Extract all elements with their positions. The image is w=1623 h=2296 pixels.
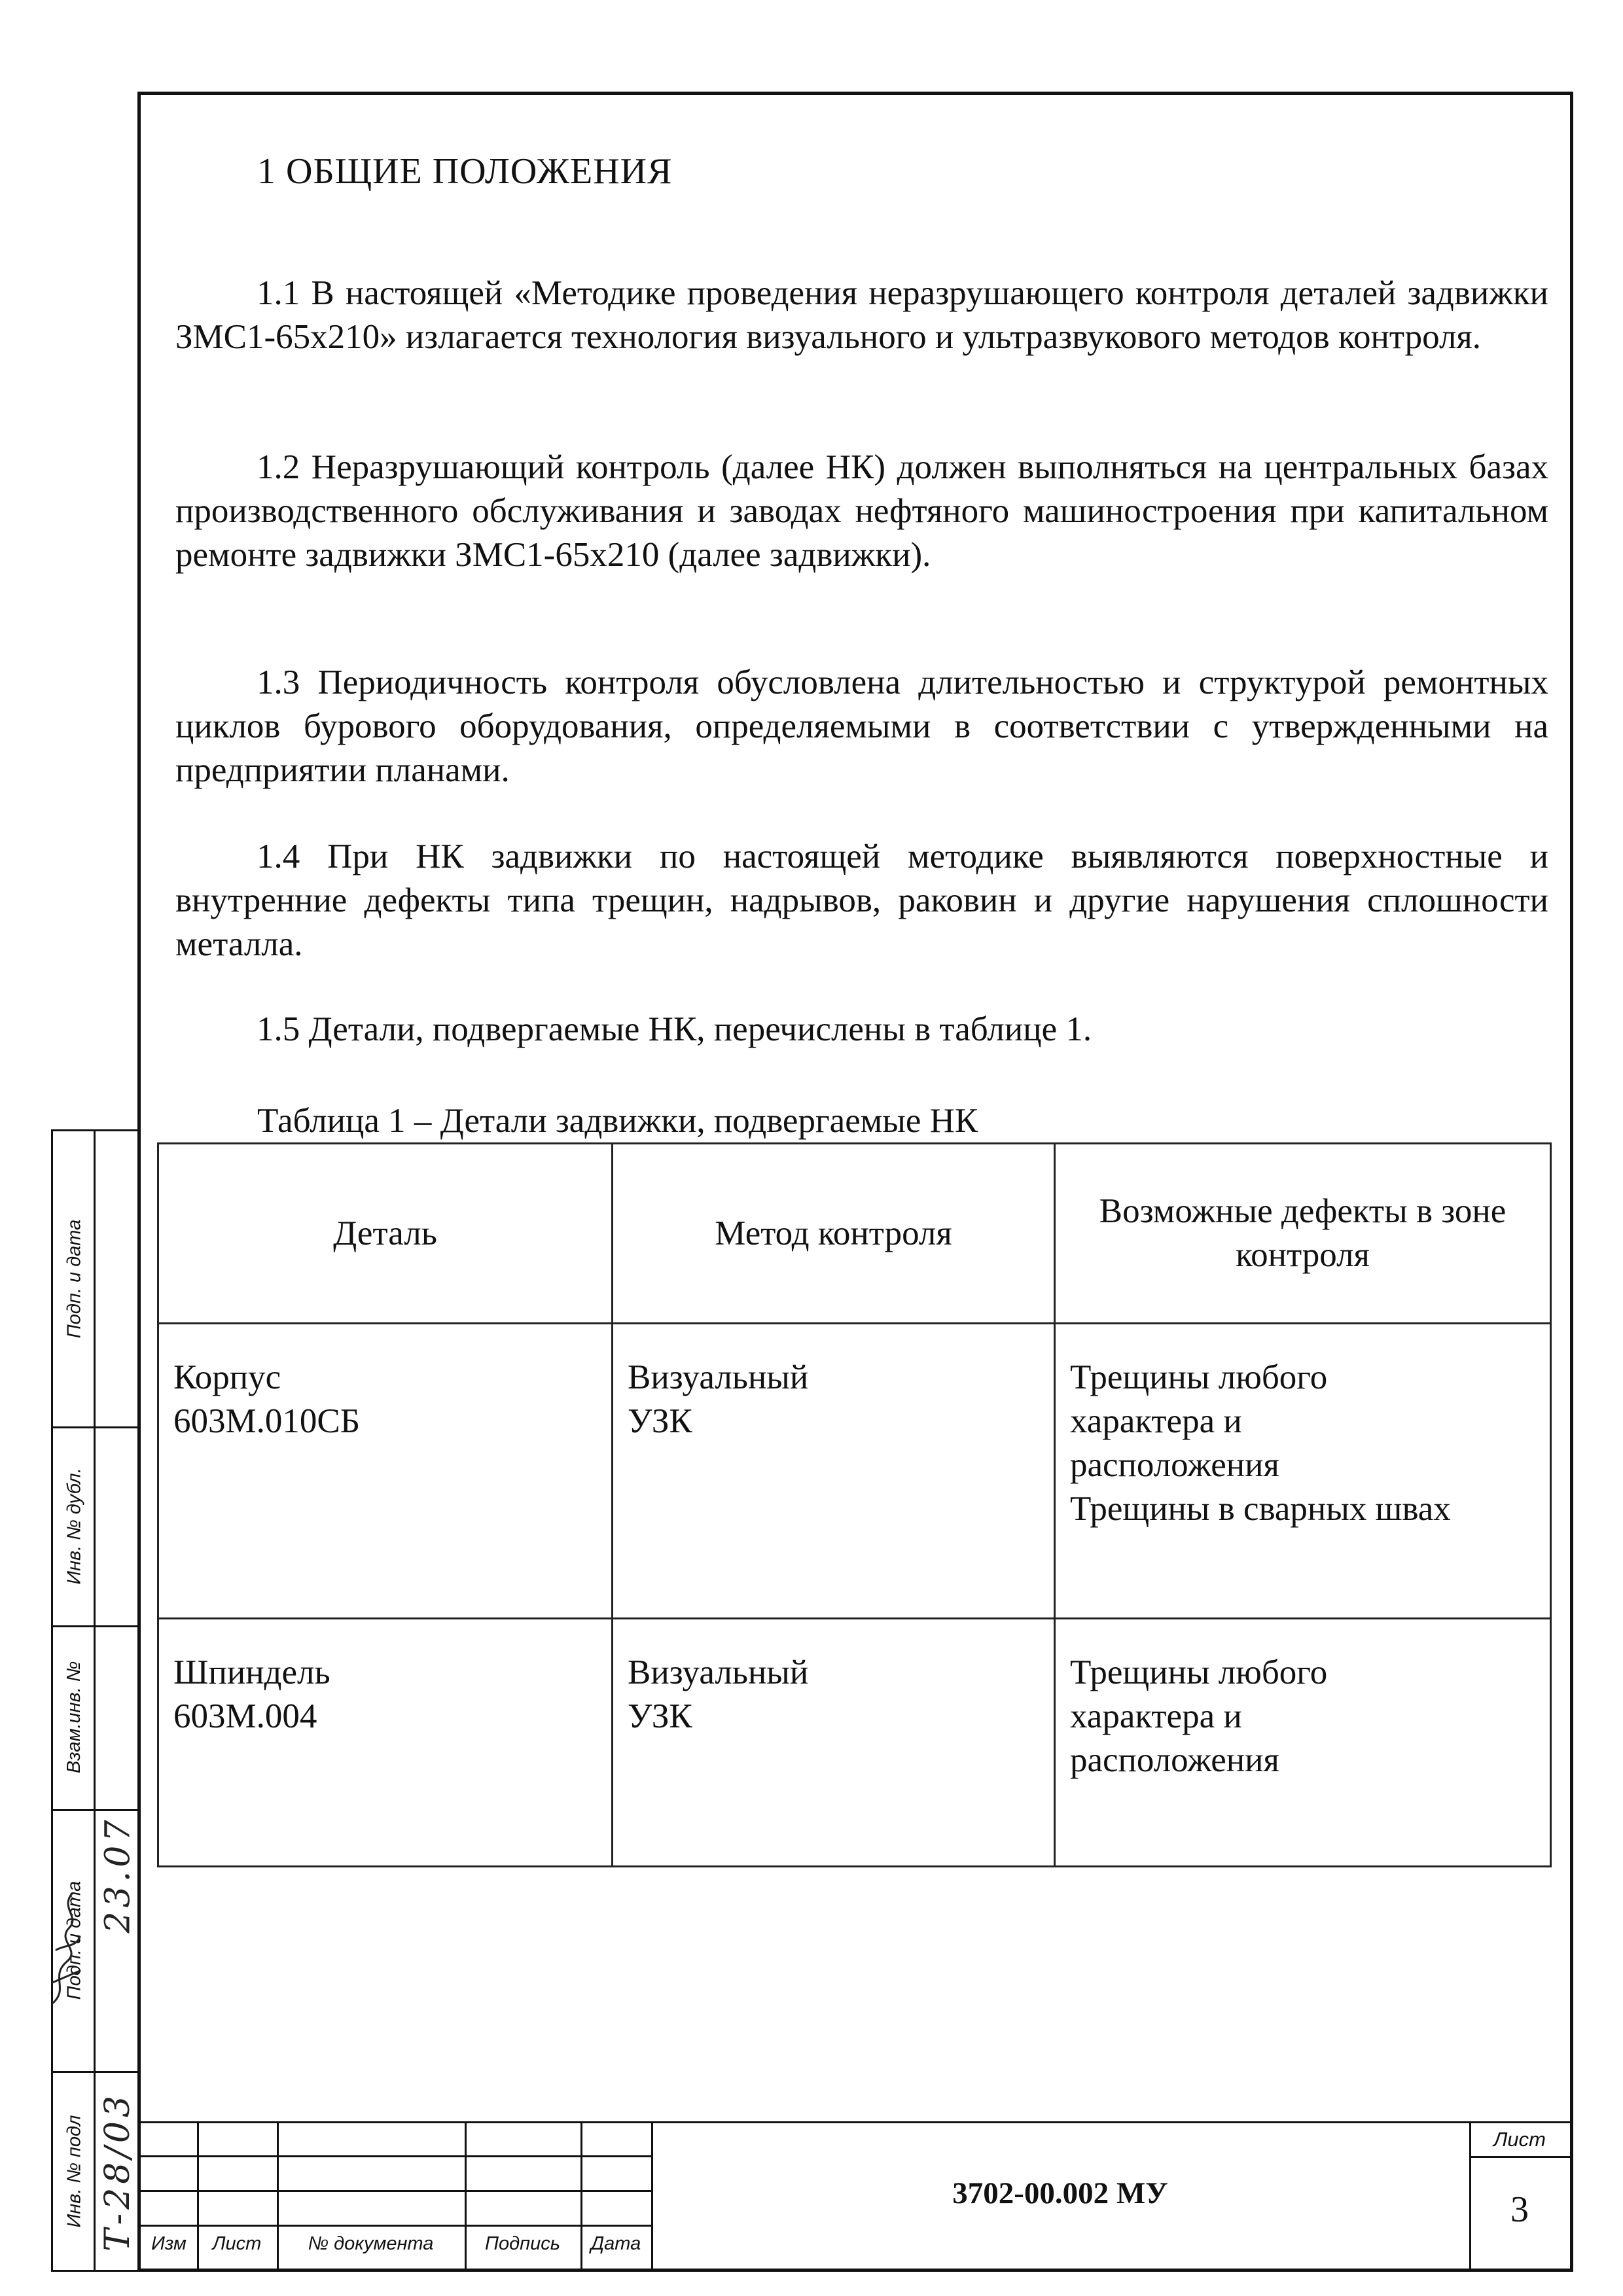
- method-line: Визуальный: [628, 1358, 809, 1396]
- header-method: Метод контроля: [613, 1144, 1055, 1324]
- cell-defects: [1055, 1324, 1551, 1619]
- handwritten-signature: [43, 1884, 88, 2009]
- title-label-document-number: № документа: [308, 2233, 434, 2254]
- section-heading: 1 ОБЩИЕ ПОЛОЖЕНИЯ: [257, 151, 673, 192]
- strip-divider: [94, 1131, 96, 2270]
- handwritten-inventory-number: Т-28/03: [98, 2091, 138, 2252]
- sheet-number: 3: [1510, 2189, 1529, 2230]
- title-label-signature: Подпись: [484, 2233, 560, 2254]
- table-caption: Таблица 1 – Детали задвижки, подвергаемые НК: [257, 1102, 978, 1140]
- handwritten-date: 23.07: [98, 1816, 137, 1934]
- cell-defects: [1055, 1619, 1551, 1867]
- strip-label-signature-date: Подп. и дата: [63, 1219, 85, 1339]
- title-block: [141, 2121, 1570, 2269]
- defects-line: расположения: [1070, 1741, 1279, 1779]
- paragraph-1-4: 1.4 При НК задвижки по настоящей методике выявляются поверхностные и внутренние дефекты типа трещин, надрывов, раковин и другие нарушения сплошности металла.: [175, 838, 1548, 963]
- details-table: [157, 1142, 1552, 1867]
- part-name: Корпус: [173, 1358, 281, 1396]
- document-code: 3702-00.002 МУ: [952, 2176, 1168, 2210]
- defects-line: расположения: [1070, 1446, 1279, 1484]
- paragraph-1-2: 1.2 Неразрушающий контроль (далее НК) должен выполняться на центральных базах производственного обслуживания и заводах нефтяного машиностроения при капитальном ремонте задвижки ЗМС1-65х210 (далее задвижки).: [175, 448, 1548, 574]
- binding-strip: [51, 1129, 141, 2272]
- strip-label-replacement-inventory: Взам.инв. №: [63, 1661, 85, 1774]
- paragraph-1-3: 1.3 Периодичность контроля обусловлена длительностью и структурой ремонтных циклов бурового оборудования, определяемыми в соответствии с утвержденными на предприятии планами.: [175, 663, 1548, 789]
- part-number: 603М.004: [173, 1697, 317, 1735]
- paragraph-1-5: 1.5 Детали, подвергаемые НК, перечислены в таблице 1.: [257, 1010, 1092, 1048]
- strip-label-original-signature-date: Подп. и дата: [63, 1881, 85, 2000]
- method-line: УЗК: [628, 1402, 692, 1440]
- title-label-revision: Изм: [151, 2233, 187, 2254]
- part-number: 603М.010СБ: [173, 1402, 361, 1440]
- defects-line: Трещины в сварных швах: [1070, 1490, 1451, 1528]
- cell-method: [613, 1619, 1055, 1867]
- table-header-row: [158, 1144, 1551, 1324]
- title-label-sheet: Лист: [212, 2233, 262, 2254]
- cell-part: [158, 1619, 613, 1867]
- sheet-label: Лист: [1493, 2128, 1546, 2151]
- header-part: Деталь: [158, 1144, 613, 1324]
- cell-part: [158, 1324, 613, 1619]
- defects-line: Трещины любого: [1070, 1358, 1328, 1396]
- paragraph-1-1: 1.1 В настоящей «Методике проведения неразрушающего контроля деталей задвижки ЗМС1-65х210» излагается технология визуального и ультразвукового методов контроля.: [175, 274, 1548, 356]
- part-name: Шпиндель: [173, 1653, 330, 1691]
- defects-line: характера и: [1070, 1697, 1242, 1735]
- defects-line: Трещины любого: [1070, 1653, 1328, 1691]
- method-line: УЗК: [628, 1697, 692, 1735]
- table-row: [158, 1619, 1551, 1867]
- cell-method: [613, 1324, 1055, 1619]
- method-line: Визуальный: [628, 1653, 809, 1691]
- defects-line: характера и: [1070, 1402, 1242, 1440]
- strip-label-duplicate-inventory: Инв. № дубл.: [63, 1467, 85, 1585]
- header-defects: Возможные дефекты в зоне контроля: [1055, 1144, 1551, 1324]
- strip-label-original-inventory: Инв. № подл: [63, 2115, 85, 2228]
- table-row: [158, 1324, 1551, 1619]
- title-label-date: Дата: [590, 2233, 641, 2254]
